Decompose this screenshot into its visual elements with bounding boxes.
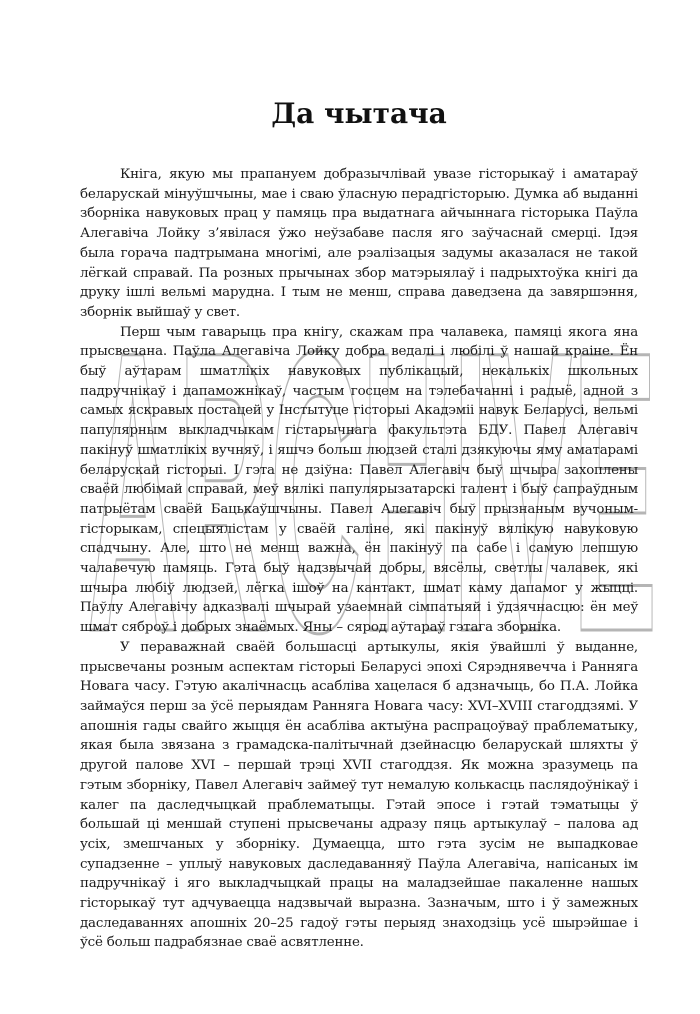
page-title: Да чытача [271, 97, 447, 130]
watermark-text: ARCHIVE [87, 300, 657, 660]
paragraph-2: Перш чым гаварыць пра кнігу, скажам пра чалавека, памяці якога яна прысвечана. Паўла Алегавіча Лойку добра ведалі і любілі ў нашай краіне. Ён быў аўтарам шматлікіх навуковых публікацый, некалькіх школьных падручнікаў і дапаможнікаў, частым госцем на тэлебачанні і радыё, адной з самых яскравых постацей у Інстытуце гісторыі Акадэміі навук Беларусі, вельмі папулярным выкладчыкам гістарычнага факультэта БДУ. Павел Алегавіч пакінуў шматлікіх вучняў, і яшчэ больш людзей сталі дзякуючы яму аматарамі беларускай гісторыі. І гэта не дзіўна: Павел Алегавіч быў шчыра захоплены сваёй любімай справай, меў вялікі папулярызатарскі талент і быў сапраўдным патрыётам сваёй Бацькаўшчыны. Павел Алегавіч быў прызнаным вучоным-гісторыкам, спецыялістам у сваёй галіне, які пакінуў вялікую навуковую спадчыну. Але, што не менш важна, ён пакінуў па сабе і самую лепшую чалавечую памяць. Гэта быў надзвычай добры, вясёлы, светлы чалавек, які шчыра любіў людзей, лёгка ішоў на кантакт, шмат каму дапамог у жыцці. Паўлу Алегавічу адказвалі шчырай узаемнай сімпатыяй і ўдзячнасцю: ён меў шмат сяброў і добрых знаёмых. Яны – сярод аўтараў гэтага зборніка. [80, 324, 638, 636]
paragraph-1: Кніга, якую мы прапануем добразычлівай увазе гісторыкаў і аматараў беларускай мінуўшчыны, мае і сваю ўласную перадгісторыю. Думка аб выданні зборніка навуковых прац у памяць пра выдатнага айчыннага гісторыка Паўла Алегавіча Лойку з’явілася ўжо неўзабаве пасля яго заўчаснай смерці. Ідэя была горача падтрымана многімі, але рэалізацыя задумы аказалася не такой лёгкай справай. Па розных прычынах збор матэрыялаў і падрыхтоўка кнігі да друку ішлі вельмі марудна. І тым не менш, справа даведзена да завяршэння, зборнік выйшаў у свет. [80, 167, 638, 320]
paragraph-3: У пераважнай сваёй большасці артыкулы, якія ўвайшлі ў выданне, прысвечаны розным аспектам гісторыі Беларусі эпохі Сярэднявечча і Ранняга Новага часу. Гэтую акалічнасць асабліва хацелася б адзначыць, бо П.А. Лойка займаўся перш за ўсё перыядам Ранняга Новага часу: XVI–XVIII стагоддзямі. У апошнія гады свайго жыцця ён асабліва актыўна распрацоўваў праблематыку, якая была звязана з грамадска-палітычнай дзейнасцю беларускай шляхты ў другой палове XVI – першай трэці XVII стагоддзя. Як можна зразумець па гэтым зборніку, Павел Алегавіч займеў тут немалую колькасць паслядоўнікаў і калег па даследчыцкай праблематыцы. Гэтай эпосе і гэтай тэматыцы ў большай ці меншай ступені прысвечаны адразу пяць артыкулаў – палова ад усіх, змешчаных у зборніку. Думаецца, што гэта зусім не выпадковае супадзенне – уплыў навуковых даследаванняў Паўла Алегавіча, напісаных ім падручнікаў і яго выкладчыцкай працы на маладзейшае пакаленне нашых гісторыкаў тут адчуваецца надзвычай выразна. Зазначым, што і ў замежных даследаваннях апошніх 20–25 гадоў гэты перыяд знаходзіць усё шырэйшае і ўсё больш падрабязнае сваё асвятленне. [80, 639, 638, 951]
page-content [80, 96, 638, 953]
